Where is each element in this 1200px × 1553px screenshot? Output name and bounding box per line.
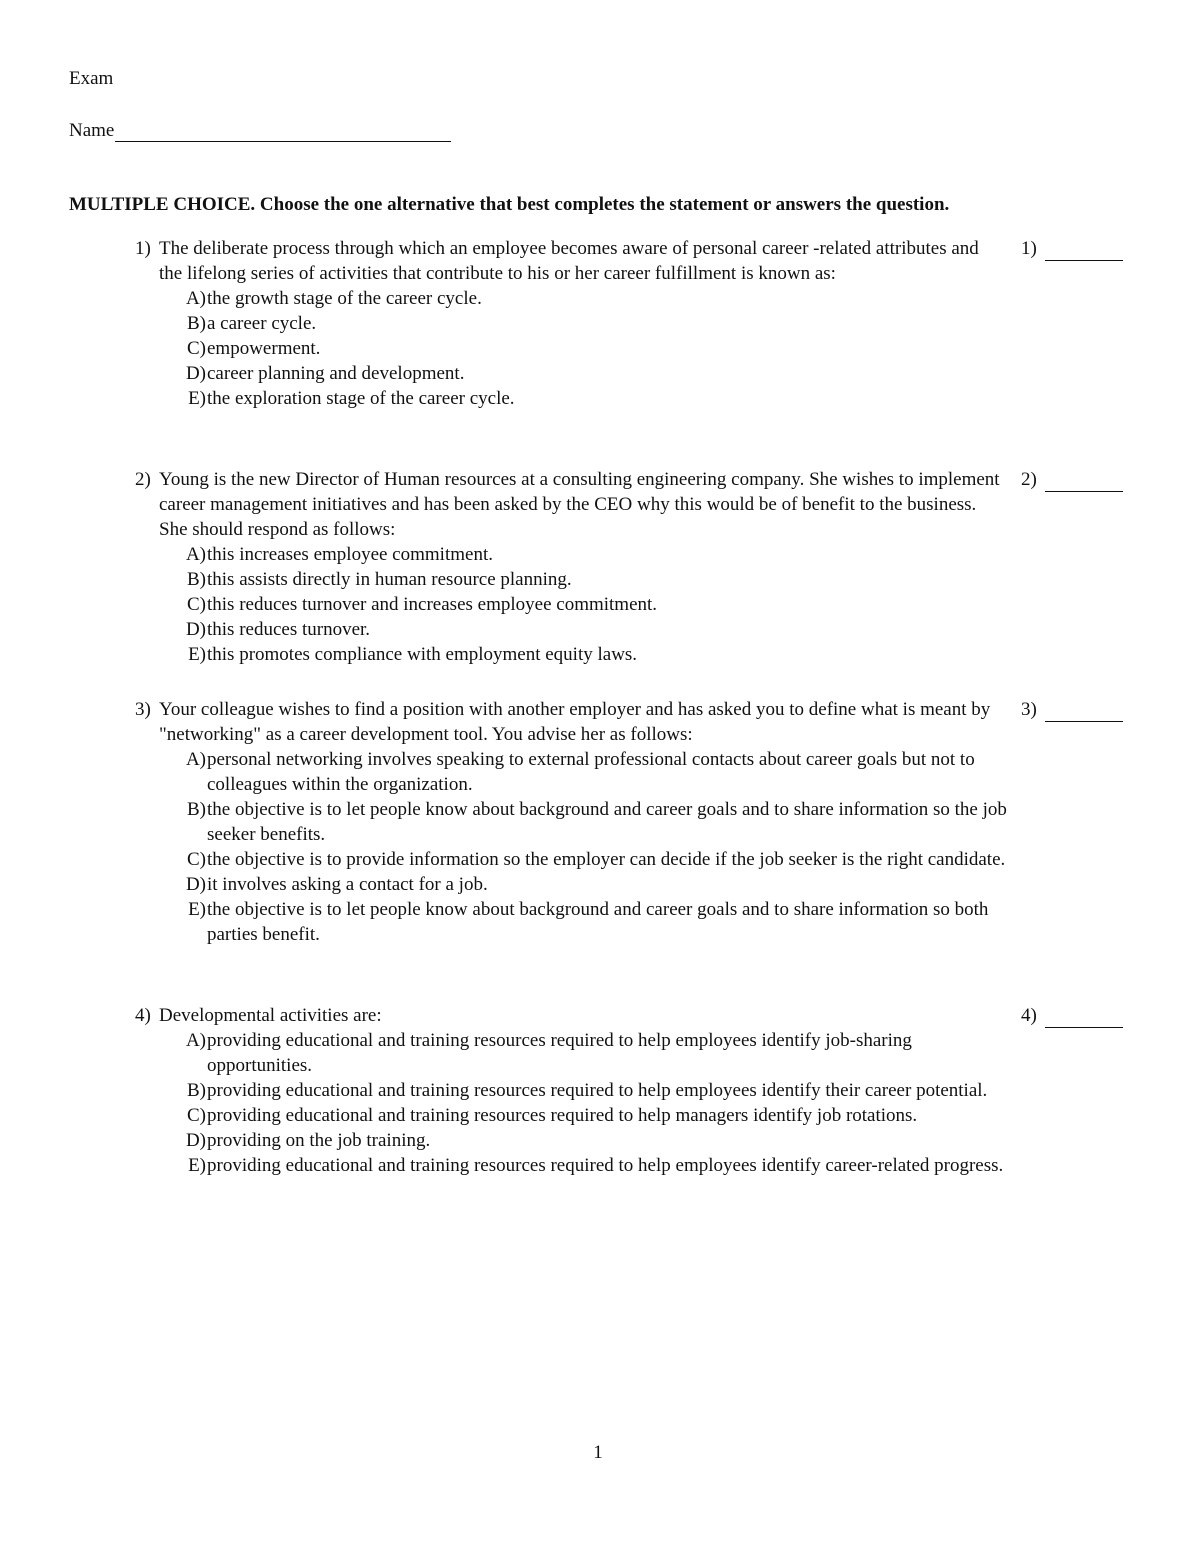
choice-text: the objective is to let people know about background and career goals and to share information so both parties benefit. [207, 899, 989, 945]
choice-e [135, 897, 1007, 947]
choice-d [135, 872, 1007, 897]
exam-title: Exam [69, 68, 114, 89]
question-number: 2) [135, 469, 151, 490]
choice-text: the objective is to provide information so the employer can decide if the job seeker is the right candidate. [207, 849, 1006, 870]
choice-list [135, 286, 1135, 411]
choice-letter: C) [187, 338, 206, 359]
choice-letter: A) [185, 544, 206, 565]
question-number: 1) [135, 238, 151, 259]
question-text: The deliberate process through which an employee becomes aware of personal career -related attributes and the lifelong series of activities that contribute to his or her career fulfillment is known as: [159, 238, 979, 284]
choice-letter: E) [188, 1155, 206, 1176]
choice-text: career planning and development. [207, 363, 465, 384]
choice-text: providing on the job training. [207, 1130, 431, 1151]
choice-text: the objective is to let people know about background and career goals and to share information so the job seeker benefits. [207, 799, 1007, 845]
choice-letter: D) [185, 363, 206, 384]
question-text: Your colleague wishes to find a position with another employer and has asked you to define what is meant by "networking" as a career development tool. You advise her as follows: [159, 699, 991, 745]
answer-blank[interactable] [1021, 467, 1123, 492]
choice-letter: B) [187, 569, 206, 590]
choice-e [135, 642, 1007, 667]
question-stem [135, 1003, 1004, 1028]
question-1 [135, 236, 1135, 411]
choice-letter: D) [185, 874, 206, 895]
choice-b [135, 311, 1007, 336]
question-text: Developmental activities are: [159, 1005, 382, 1026]
choice-text: a career cycle. [207, 313, 317, 334]
answer-line [1045, 1013, 1123, 1028]
answer-label: 3) [1021, 699, 1037, 720]
choice-c [135, 336, 1007, 361]
answer-blank[interactable] [1021, 236, 1123, 261]
answer-line [1045, 707, 1123, 722]
choice-text: providing educational and training resources required to help managers identify job rotations. [207, 1105, 918, 1126]
name-blank-line [115, 123, 451, 142]
question-2 [135, 467, 1135, 667]
choice-b [135, 797, 1007, 847]
answer-blank[interactable] [1021, 1003, 1123, 1028]
choice-a [135, 286, 1007, 311]
answer-label: 1) [1021, 238, 1037, 259]
question-number: 4) [135, 1005, 151, 1026]
choice-letter: A) [185, 749, 206, 770]
choice-letter: C) [187, 1105, 206, 1126]
choice-a [135, 747, 1007, 797]
choice-text: this increases employee commitment. [207, 544, 493, 565]
choice-letter: E) [188, 899, 206, 920]
choice-d [135, 1128, 1007, 1153]
name-label: Name [69, 120, 115, 141]
choice-text: providing educational and training resources required to help employees identify career-related progress. [207, 1155, 1004, 1176]
choice-letter: B) [187, 1080, 206, 1101]
choice-list [135, 1028, 1135, 1178]
choice-c [135, 592, 1007, 617]
choice-letter: C) [187, 849, 206, 870]
answer-label: 2) [1021, 469, 1037, 490]
choice-text: the growth stage of the career cycle. [207, 288, 482, 309]
choice-text: it involves asking a contact for a job. [207, 874, 488, 895]
question-stem [135, 467, 1004, 542]
choice-list [135, 747, 1135, 947]
question-stem [135, 236, 1004, 286]
choice-text: this reduces turnover. [207, 619, 371, 640]
choice-text: this reduces turnover and increases employee commitment. [207, 594, 658, 615]
question-3 [135, 697, 1135, 947]
question-4 [135, 1003, 1135, 1178]
choice-list [135, 542, 1135, 667]
choice-d [135, 617, 1007, 642]
choice-text: personal networking involves speaking to external professional contacts about career goals but not to colleagues within the organization. [207, 749, 975, 795]
choice-letter: A) [185, 288, 206, 309]
choice-text: empowerment. [207, 338, 321, 359]
answer-line [1045, 477, 1123, 492]
choice-b [135, 1078, 1007, 1103]
choice-c [135, 1103, 1007, 1128]
choice-letter: C) [187, 594, 206, 615]
choice-letter: B) [187, 799, 206, 820]
choice-text: the exploration stage of the career cycle. [207, 388, 515, 409]
choice-text: providing educational and training resources required to help employees identify their career potential. [207, 1080, 988, 1101]
choice-d [135, 361, 1007, 386]
choice-a [135, 1028, 1007, 1078]
page-number: 1 [593, 1442, 603, 1463]
question-text: Young is the new Director of Human resources at a consulting engineering company. She wishes to implement career management initiatives and has been asked by the CEO why this would be of benefit to the business. She should respond as follows: [159, 469, 1000, 540]
choice-letter: B) [187, 313, 206, 334]
answer-label: 4) [1021, 1005, 1037, 1026]
choice-letter: E) [188, 644, 206, 665]
instructions: MULTIPLE CHOICE. Choose the one alternative that best completes the statement or answers the question. [69, 194, 950, 215]
choice-letter: D) [185, 619, 206, 640]
question-number: 3) [135, 699, 151, 720]
name-field [69, 120, 451, 142]
choice-a [135, 542, 1007, 567]
choice-text: providing educational and training resources required to help employees identify job-sharing opportunities. [207, 1030, 912, 1076]
choice-letter: E) [188, 388, 206, 409]
choice-e [135, 386, 1007, 411]
question-stem [135, 697, 1004, 747]
choice-text: this promotes compliance with employment equity laws. [207, 644, 638, 665]
choice-text: this assists directly in human resource planning. [207, 569, 572, 590]
choice-letter: D) [185, 1130, 206, 1151]
choice-e [135, 1153, 1007, 1178]
answer-blank[interactable] [1021, 697, 1123, 722]
choice-b [135, 567, 1007, 592]
choice-letter: A) [185, 1030, 206, 1051]
choice-c [135, 847, 1007, 872]
answer-line [1045, 246, 1123, 261]
